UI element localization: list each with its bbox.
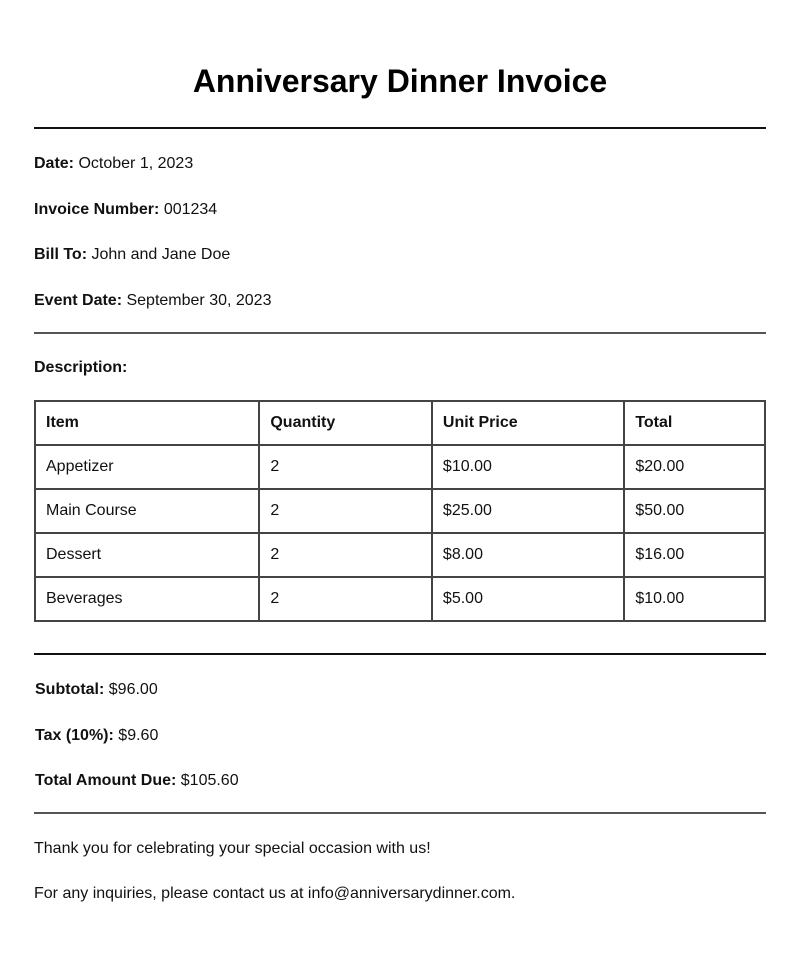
table-row	[35, 445, 765, 489]
date-value: October 1, 2023	[78, 155, 194, 172]
cell-quantity: 2	[259, 533, 432, 577]
table-header-row	[35, 401, 765, 445]
cell-quantity: 2	[259, 445, 432, 489]
table-row	[35, 577, 765, 621]
cell-item: Dessert	[35, 533, 259, 577]
cell-total: $16.00	[624, 533, 765, 577]
subtotal-label: Subtotal:	[35, 681, 105, 698]
invoice-number-value: 001234	[163, 201, 218, 218]
bill-to-field	[34, 245, 230, 265]
cell-item: Main Course	[35, 489, 259, 533]
header-item: Item	[35, 401, 259, 445]
invoice-title: Anniversary Dinner Invoice	[192, 63, 608, 99]
thank-you-note: Thank you for celebrating your special occasion with us!	[34, 840, 431, 857]
cell-quantity: 2	[259, 489, 432, 533]
subtotal-field	[35, 680, 158, 700]
cell-item: Appetizer	[35, 445, 259, 489]
cell-quantity: 2	[259, 577, 432, 621]
cell-unit-price: $10.00	[432, 445, 624, 489]
tax-value: $9.60	[118, 727, 159, 744]
cell-total: $50.00	[624, 489, 765, 533]
date-field	[34, 154, 193, 174]
total-due-field	[35, 771, 239, 791]
event-date-label: Event Date:	[34, 292, 123, 309]
contact-note: For any inquiries, please contact us at info@anniversarydinner.com.	[34, 885, 516, 902]
event-date-value: September 30, 2023	[126, 292, 272, 309]
invoice-number-label: Invoice Number:	[34, 201, 160, 218]
cell-total: $10.00	[624, 577, 765, 621]
bill-to-label: Bill To:	[34, 246, 88, 263]
items-table	[34, 400, 766, 622]
table-row	[35, 533, 765, 577]
divider-table	[34, 653, 766, 655]
date-label: Date:	[34, 155, 75, 172]
tax-field	[35, 726, 158, 746]
header-quantity: Quantity	[259, 401, 432, 445]
divider-top	[34, 127, 766, 129]
cell-unit-price: $5.00	[432, 577, 624, 621]
invoice-number-field	[34, 200, 217, 220]
description-label: Description:	[34, 359, 128, 376]
total-due-label: Total Amount Due:	[35, 772, 177, 789]
cell-unit-price: $8.00	[432, 533, 624, 577]
table-row	[35, 489, 765, 533]
header-unit-price: Unit Price	[432, 401, 624, 445]
cell-item: Beverages	[35, 577, 259, 621]
cell-total: $20.00	[624, 445, 765, 489]
divider-details	[34, 332, 766, 334]
tax-label: Tax (10%):	[35, 727, 114, 744]
cell-unit-price: $25.00	[432, 489, 624, 533]
event-date-field	[34, 291, 271, 311]
total-due-value: $105.60	[180, 772, 239, 789]
subtotal-value: $96.00	[108, 681, 158, 698]
header-total: Total	[624, 401, 765, 445]
bill-to-value: John and Jane Doe	[91, 246, 231, 263]
divider-totals	[34, 812, 766, 814]
